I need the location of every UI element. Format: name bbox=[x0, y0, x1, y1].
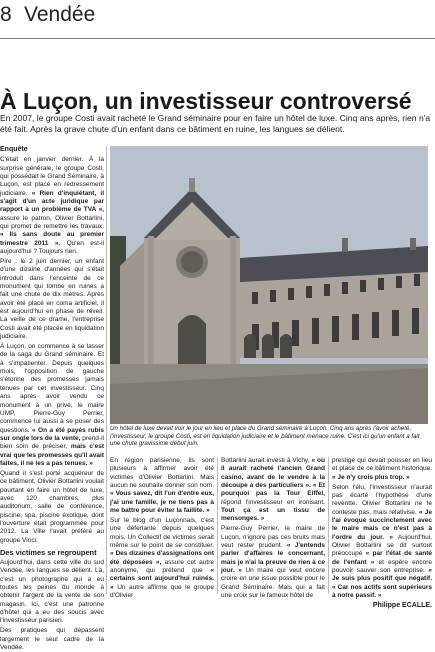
column-separator bbox=[328, 457, 329, 594]
column-3 bbox=[221, 457, 325, 599]
seminary-illustration bbox=[110, 146, 428, 424]
section-title: Vendée bbox=[24, 3, 96, 26]
paragraph: En région parisienne, ils sont plusieurs à affirmer avoir été victimes d'Olivier Bottarlini. Mais aucun ne souhaite donner son nom. « Vous savez, dit l'un d'entre eux, j'ai une famille, je ne tiens pas à me battre pour éviter la faillite. » bbox=[110, 457, 214, 515]
paragraph: Selon l'élu, l'investisseur n'aurait pas écarté l'hypothèse d'une reventte. Olivier Bottarlini ne le conteste pas, mais relativise. « Je l'ai évoqué succinctement avec le maire mais ce n'est pas à l'ordre du jour. » Aujourd'hui, Olivier Bottarlini se dit surtout préoccupé « par l'état de santé de l'enfant » et espère encore pouvoir sauver son entreprise. « Je suis plus positif que négatif. « Car nos actifs sont supérieurs à notre passif. » bbox=[332, 483, 433, 600]
paragraph: Pire : le 2 juin dernier, un enfant d'une dizaine d'années qui s'était introduit dans l'enceinte de ce monument qui tombe en ruines a fait une chute de dix mètres. Après avoir été placé en coma artificiel, il est aujourd'hui en phase de réveil. La veille de ce drame, l'entreprise Costi avait été placée en liquidation judiciaire. bbox=[0, 258, 104, 341]
column-1 bbox=[0, 146, 104, 651]
page-number: 8 bbox=[0, 3, 12, 26]
paragraph: Bottarlini aurait investi à Vichy, « où il aurait racheté l'ancien Grand casino, avant de le vendre à la découpe à des particuliers ». « Et pourquoi pas la Tour Eiffel, répond l'investisseur en ironisant. Tout ça est un tissu de mensonges. » bbox=[221, 457, 325, 523]
paragraph: Des pratiques qui dépassent largement le seul cadre de la Vendée. bbox=[0, 627, 104, 651]
header-rule bbox=[0, 38, 435, 39]
paragraph: C'était en janvier dernier. À la surprise générale, le groupe Costi, qui possédait le Grand Séminaire, à Luçon, est placé en redressement judiciaire. « Rien d'inquiétant, il s'agit d'un acte juridique par rapport à un problème de TVA », assure le patron, Olivier Bottarlini, qui promet de remettre les travaux. « Ils sans doute au premier trimestre 2011 ». Qu'en est-il aujourd'hui ? Toujours rien. bbox=[0, 156, 104, 256]
subheading: Des victimes se regroupent bbox=[0, 547, 97, 557]
paragraph: À Luçon, on commence à se lasser de la saga du Grand séminaire. Et à s'impatienter. Depuis quelques mois, l'opposition de gauche s'étonne des promesses jamais tenues par cet investisseur. Cinq ans après avoir vendu ce monument à un privé, le maire UMP, Pierre-Guy Perrier, commence lui aussi à se poser des questions. « On a été payés rubis sur ongle lors de la vente, prend-il bien soin de préciser, mais c'est vrai que les promesses qu'il avait faites, il ne les a pas tenues. » bbox=[0, 343, 104, 467]
paragraph: Pierre-Guy Perrier, le maire de Luçon, n'ignore pas ces bruits mais veut rester prudent. « J'entends parler d'affaires le concernant, mais je n'ai la preuve de rien à ce jour. » Un maire qui veut encore croire en une issue possible pour le Grand Séminaire. Mais qui a fait une croix sur le fameux hôtel de bbox=[221, 525, 325, 600]
column-separator bbox=[106, 146, 107, 594]
lead-paragraph: En 2007, le groupe Costi avait racheté le Grand séminaire pour en faire un hôtel de luxe. Cinq ans après, rien n'a été fait. Après la grave chute d'un enfant dans ce bâtiment en ruine, les langues se délient. bbox=[0, 113, 431, 134]
paragraph: Quand il s'est porté acquéreur de ce bâtiment, Olivier Bottarlini voulait pourtant en faire un hôtel de luxe, avec 120 chambres, plus auditorium, salle de conférence, piscine, spa, piscine éxotique, dont l'ouverture était programmée pour 2012. La Ville l'avait préféré au groupe Vinci. bbox=[0, 469, 104, 544]
kicker: Enquête bbox=[0, 146, 28, 153]
paragraph: Sur le blog d'un Luçonnais, c'est une déferlante depuis quelques mois. Un Collectif de victimes serait même sur le point de se constituer. « Des dizaines d'assignations ont été déposées », assure cet autre anonyme, qui prétend que « certains sont aujourd'hui ruinés. » Un autre affirme que le groupe d'Olivier bbox=[110, 517, 215, 600]
page-header bbox=[0, 0, 435, 72]
author-signature: Philippe ECALLE. bbox=[372, 602, 432, 610]
column-4 bbox=[332, 457, 433, 610]
column-separator bbox=[217, 457, 218, 594]
headline: À Luçon, un investisseur controversé bbox=[0, 88, 412, 114]
seminary-photo bbox=[110, 146, 428, 424]
photo-caption: Un hôtel de luxe devait voir le jour en lieu et place du Grand séminaire à Luçon. Cinq ans après l'avoir acheté, l'investisseur, le groupe Costi, est en liquidation judiciaire et le bâtiment menace ruine. C'est ici qu'un enfant a fait une chute gravissime début juin. bbox=[110, 425, 420, 448]
paragraph: Aujourd'hui, dans cette ville du sud Vendée, les langues se délient. Là, c'est un photographe qui a eu toutes les peines du monde à obtenir l'argent de la vente de son magasin. Ici, c'est une patronne d'hôtel qui a eu des soucis avec l'investisseur parisien. bbox=[0, 558, 104, 625]
paragraph: prestige qui devait pousser en lieu et place de ce bâtiment historique. « Je n'y crois plus trop. » bbox=[332, 457, 432, 481]
column-2 bbox=[110, 457, 214, 599]
